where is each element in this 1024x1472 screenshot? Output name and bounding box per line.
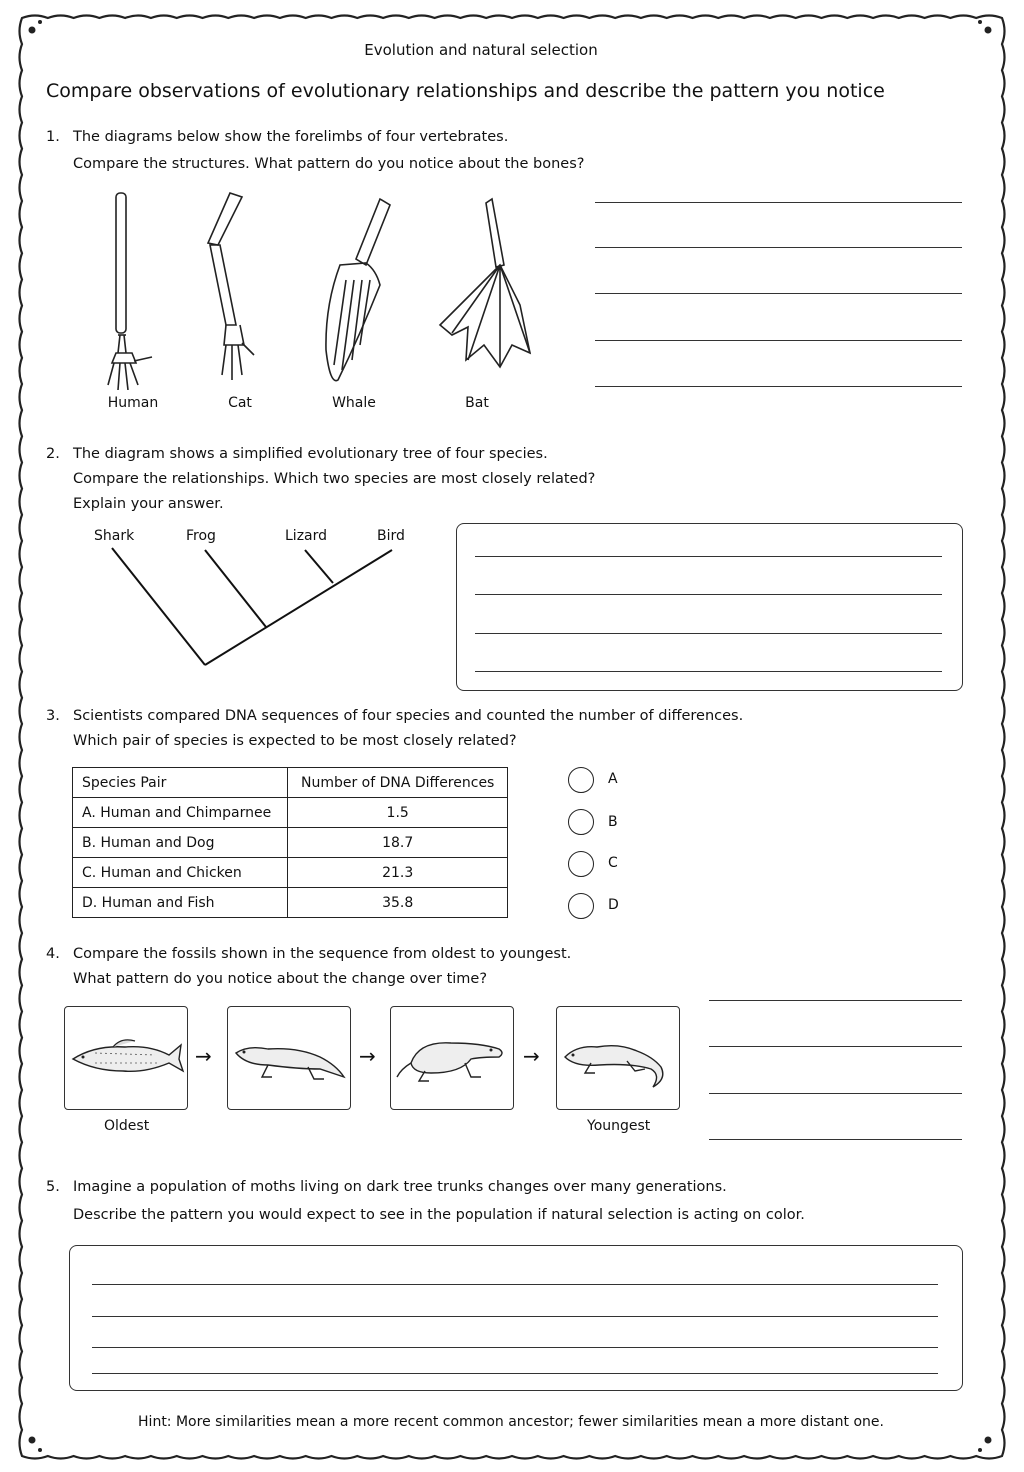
table-row <box>73 828 508 858</box>
table-cell-pair: C. Human and Chicken <box>73 858 288 888</box>
table-cell-value: 18.7 <box>288 828 508 858</box>
label-cat: Cat <box>228 395 252 411</box>
tree-label-frog: Frog <box>186 528 216 544</box>
q3-number: 3. <box>46 708 60 724</box>
option-a-label: A <box>608 771 618 787</box>
q2-answer-line-3[interactable] <box>475 633 942 634</box>
label-youngest: Youngest <box>587 1118 651 1134</box>
q5-answer-line-4[interactable] <box>92 1373 938 1374</box>
q5-answer-line-1[interactable] <box>92 1284 938 1285</box>
label-whale: Whale <box>332 395 376 411</box>
tree-label-shark: Shark <box>94 528 135 544</box>
hint-text: Hint: More similarities mean a more recent common ancestor; fewer similarities mean a more distant one. <box>138 1414 884 1430</box>
q2-answer-line-4[interactable] <box>475 671 942 672</box>
fossil-box-2 <box>227 1006 351 1110</box>
q3-line1: Scientists compared DNA sequences of four species and counted the number of differences. <box>73 708 744 724</box>
table-header-differences: Number of DNA Differences <box>288 768 508 798</box>
q4-line2: What pattern do you notice about the change over time? <box>73 971 488 987</box>
option-a-radio[interactable] <box>568 767 594 793</box>
q5-line2: Describe the pattern you would expect to see in the population if natural selection is acting on color. <box>73 1207 805 1223</box>
q5-answer-box[interactable] <box>69 1245 963 1391</box>
page-title: Evolution and natural selection <box>364 41 598 59</box>
q4-answer-line-2[interactable] <box>709 1046 962 1047</box>
fossil-box-4 <box>556 1006 680 1110</box>
q2-answer-line-2[interactable] <box>475 594 942 595</box>
dna-differences-table <box>72 767 508 918</box>
q4-answer-line-3[interactable] <box>709 1093 962 1094</box>
table-cell-pair: D. Human and Fish <box>73 888 288 918</box>
q4-number: 4. <box>46 946 60 962</box>
option-b-radio[interactable] <box>568 809 594 835</box>
q5-answer-line-2[interactable] <box>92 1316 938 1317</box>
q5-number: 5. <box>46 1179 60 1195</box>
q2-answer-line-1[interactable] <box>475 556 942 557</box>
q1-line1: The diagrams below show the forelimbs of four vertebrates. <box>73 129 509 145</box>
table-header-pair: Species Pair <box>73 768 288 798</box>
table-row <box>73 858 508 888</box>
label-bat: Bat <box>465 395 489 411</box>
table-cell-pair: B. Human and Dog <box>73 828 288 858</box>
option-c-label: C <box>608 855 618 871</box>
q4-answer-line-4[interactable] <box>709 1139 962 1140</box>
table-cell-value: 1.5 <box>288 798 508 828</box>
fossil-box-3 <box>390 1006 514 1110</box>
sequence-arrow-3: → <box>523 1044 540 1068</box>
table-cell-value: 21.3 <box>288 858 508 888</box>
fish-fossil-drawing <box>65 1007 187 1109</box>
q4-answer-line-1[interactable] <box>709 1000 962 1001</box>
lizard-fossil-drawing <box>557 1007 679 1109</box>
table-header-row <box>73 768 508 798</box>
q5-line1: Imagine a population of moths living on dark tree trunks changes over many generations. <box>73 1179 727 1195</box>
q4-line1: Compare the fossils shown in the sequence from oldest to youngest. <box>73 946 572 962</box>
table-cell-value: 35.8 <box>288 888 508 918</box>
table-row <box>73 888 508 918</box>
table-row <box>73 798 508 828</box>
tetrapod-fossil-drawing <box>228 1007 350 1109</box>
option-b-label: B <box>608 814 618 830</box>
option-d-label: D <box>608 897 619 913</box>
sequence-arrow-1: → <box>195 1044 212 1068</box>
sequence-arrow-2: → <box>359 1044 376 1068</box>
fossil-box-1 <box>64 1006 188 1110</box>
q1-line2: Compare the structures. What pattern do you notice about the bones? <box>73 156 585 172</box>
q2-line3: Explain your answer. <box>73 496 224 512</box>
label-human: Human <box>107 395 159 411</box>
q5-answer-line-3[interactable] <box>92 1347 938 1348</box>
label-oldest: Oldest <box>104 1118 150 1134</box>
table-cell-pair: A. Human and Chimparnee <box>73 798 288 828</box>
option-d-radio[interactable] <box>568 893 594 919</box>
q2-line2: Compare the relationships. Which two species are most closely related? <box>73 471 596 487</box>
tree-label-lizard: Lizard <box>285 528 328 544</box>
q2-number: 2. <box>46 446 60 462</box>
q2-line1: The diagram shows a simplified evolutionary tree of four species. <box>73 446 548 462</box>
page-heading: Compare observations of evolutionary relationships and describe the pattern you notice <box>46 80 885 102</box>
option-c-radio[interactable] <box>568 851 594 877</box>
tree-label-bird: Bird <box>377 528 405 544</box>
reptile-fossil-drawing <box>391 1007 513 1109</box>
q3-line2: Which pair of species is expected to be most closely related? <box>73 733 517 749</box>
q1-number: 1. <box>46 129 60 145</box>
q2-answer-box[interactable] <box>456 523 963 691</box>
